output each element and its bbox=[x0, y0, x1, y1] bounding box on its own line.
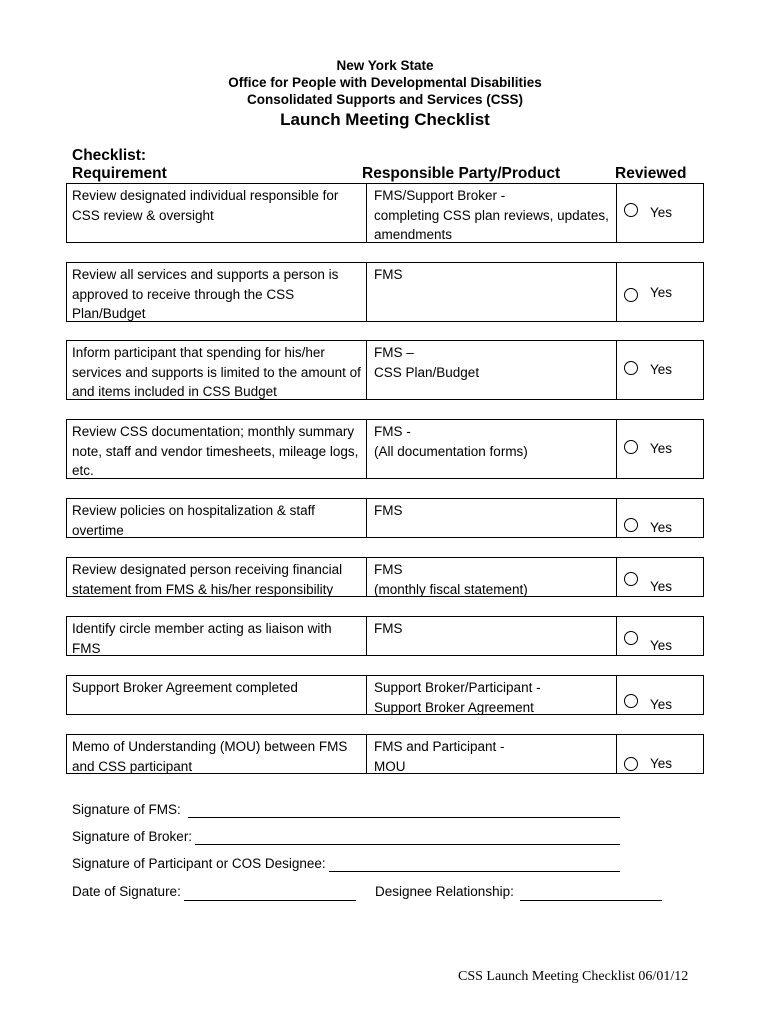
reviewed-radio[interactable] bbox=[624, 631, 638, 645]
reviewed-yes-label: Yes bbox=[650, 638, 673, 653]
checklist-row bbox=[66, 183, 704, 243]
reviewed-radio[interactable] bbox=[624, 694, 638, 708]
responsible-party-cell: FMS (monthly fiscal statement) bbox=[367, 558, 617, 596]
requirement-cell: Review policies on hospitalization & staff overtime bbox=[67, 499, 367, 537]
requirement-cell: Inform participant that spending for his/her services and supports is limited to the amount of and items included in CSS Budget bbox=[67, 341, 367, 399]
responsible-party-cell: FMS/Support Broker - completing CSS plan reviews, updates, amendments bbox=[367, 184, 617, 242]
reviewed-yes-label: Yes bbox=[650, 362, 673, 377]
reviewed-cell bbox=[617, 499, 703, 537]
reviewed-yes-label: Yes bbox=[650, 579, 673, 594]
requirement-cell: Identify circle member acting as liaison with FMS bbox=[67, 617, 367, 655]
reviewed-cell bbox=[617, 735, 703, 773]
footer-text: CSS Launch Meeting Checklist 06/01/12 bbox=[458, 969, 689, 984]
date-of-signature-label: Date of Signature: bbox=[72, 884, 181, 899]
checklist-row bbox=[66, 557, 704, 597]
reviewed-cell bbox=[617, 420, 703, 478]
reviewed-radio[interactable] bbox=[624, 361, 638, 375]
column-header-responsible: Responsible Party/Product bbox=[362, 165, 561, 182]
signature-fms-label: Signature of FMS: bbox=[72, 802, 181, 817]
requirement-cell: Memo of Understanding (MOU) between FMS and CSS participant bbox=[67, 735, 367, 773]
state-name: New York State bbox=[336, 58, 434, 73]
column-header-reviewed: Reviewed bbox=[615, 165, 687, 182]
reviewed-yes-label: Yes bbox=[650, 205, 673, 220]
designee-relationship-line[interactable] bbox=[520, 900, 662, 901]
reviewed-radio[interactable] bbox=[624, 440, 638, 454]
column-header-requirement: Requirement bbox=[72, 165, 167, 182]
reviewed-yes-label: Yes bbox=[650, 285, 673, 300]
requirement-cell: Support Broker Agreement completed bbox=[67, 676, 367, 714]
signature-broker-line[interactable] bbox=[195, 844, 620, 845]
signature-broker-label: Signature of Broker: bbox=[72, 829, 193, 844]
reviewed-yes-label: Yes bbox=[650, 520, 673, 535]
responsible-party-cell: FMS bbox=[367, 499, 617, 537]
reviewed-radio[interactable] bbox=[624, 757, 638, 771]
checklist-row bbox=[66, 262, 704, 322]
reviewed-cell bbox=[617, 184, 703, 242]
checklist-row bbox=[66, 419, 704, 479]
reviewed-cell bbox=[617, 263, 703, 321]
responsible-party-cell: FMS - (All documentation forms) bbox=[367, 420, 617, 478]
checklist-row bbox=[66, 340, 704, 400]
checklist-row bbox=[66, 675, 704, 715]
reviewed-radio[interactable] bbox=[624, 572, 638, 586]
requirement-cell: Review all services and supports a person is approved to receive through the CSS Plan/Budget bbox=[67, 263, 367, 321]
checklist-row bbox=[66, 616, 704, 656]
responsible-party-cell: Support Broker/Participant - Support Broker Agreement bbox=[367, 676, 617, 714]
page-title: Launch Meeting Checklist bbox=[280, 110, 490, 129]
reviewed-cell bbox=[617, 676, 703, 714]
responsible-party-cell: FMS bbox=[367, 617, 617, 655]
signature-fms-line[interactable] bbox=[188, 817, 620, 818]
signature-participant-line[interactable] bbox=[329, 871, 620, 872]
checklist-row bbox=[66, 734, 704, 774]
reviewed-yes-label: Yes bbox=[650, 756, 673, 771]
reviewed-cell bbox=[617, 617, 703, 655]
reviewed-yes-label: Yes bbox=[650, 441, 673, 456]
office-name: Office for People with Developmental Disabilities bbox=[228, 75, 542, 90]
reviewed-radio[interactable] bbox=[624, 203, 638, 217]
responsible-party-cell: FMS – CSS Plan/Budget bbox=[367, 341, 617, 399]
responsible-party-cell: FMS and Participant - MOU bbox=[367, 735, 617, 773]
checklist-row bbox=[66, 498, 704, 538]
reviewed-radio[interactable] bbox=[624, 288, 638, 302]
requirement-cell: Review designated individual responsible for CSS review & oversight bbox=[67, 184, 367, 242]
requirement-cell: Review designated person receiving financial statement from FMS & his/her responsibility bbox=[67, 558, 367, 596]
reviewed-cell bbox=[617, 558, 703, 596]
reviewed-yes-label: Yes bbox=[650, 697, 673, 712]
responsible-party-cell: FMS bbox=[367, 263, 617, 321]
designee-relationship-label: Designee Relationship: bbox=[375, 884, 514, 899]
signature-participant-label: Signature of Participant or COS Designee: bbox=[72, 856, 326, 871]
program-name: Consolidated Supports and Services (CSS) bbox=[246, 92, 524, 107]
date-of-signature-line[interactable] bbox=[184, 900, 356, 901]
reviewed-cell bbox=[617, 341, 703, 399]
requirement-cell: Review CSS documentation; monthly summary note, staff and vendor timesheets, mileage logs, etc. bbox=[67, 420, 367, 478]
checklist-label: Checklist: bbox=[72, 147, 147, 164]
reviewed-radio[interactable] bbox=[624, 518, 638, 532]
